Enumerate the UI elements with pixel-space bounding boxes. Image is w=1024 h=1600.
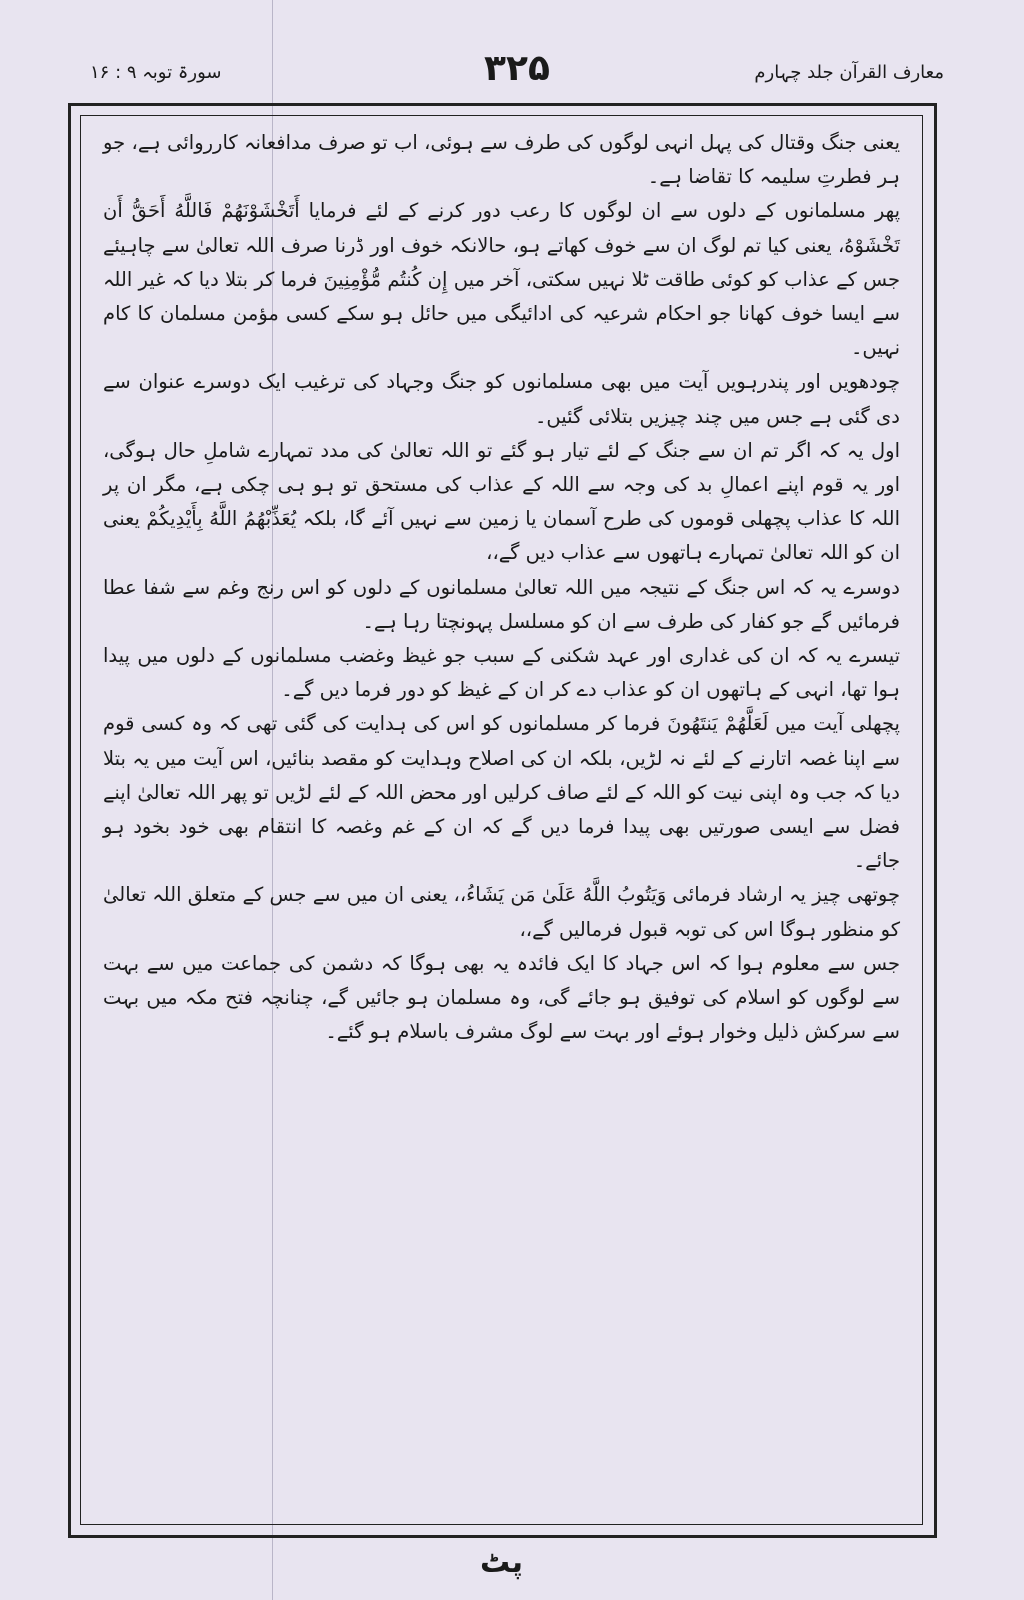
book-title: معارف القرآن جلد چہارم (754, 62, 944, 83)
footer-signature-mark: پٹ (480, 1545, 524, 1580)
paragraph-5: دوسرے یہ کہ اس جنگ کے نتیجہ میں اللہ تعالیٰ مسلمانوں کے دلوں کو اس رنج وغم سے شفا عطا فرمائیں گے جو کفار کی طرف سے ان کو مسلسل پہونچتا رہا ہے۔ (103, 575, 900, 633)
page-number: ۳۲۵ (484, 48, 550, 89)
page-header (90, 48, 944, 108)
paragraph-8: چوتھی چیز یہ ارشاد فرمائی وَيَتُوبُ اللَّهُ عَلَىٰ مَن يَشَاءُ،، یعنی ان میں سے جس کے متعلق اللہ تعالیٰ کو منظور ہوگا اس کی توبہ قبول فرمالیں گے،، (103, 883, 900, 941)
paragraph-3: چودھویں اور پندرہویں آیت میں بھی مسلمانوں کو جنگ وجہاد کی ترغیب ایک دوسرے عنوان سے دی گئی ہے جس میں چند چیزیں بتلائی گئیں۔ (103, 370, 900, 428)
paragraph-2: پھر مسلمانوں کے دلوں سے ان لوگوں کا رعب دور کرنے کے لئے فرمایا أَتَخْشَوْنَهُمْ فَاللَّهُ أَحَقُّ أَن تَخْشَوْهُ، یعنی کیا تم لوگ ان سے خوف کھاتے ہو، حالانکہ خوف اور ڈرنا صرف اللہ تعالیٰ سے چاہیئے جس کے عذاب کو کوئی طاقت ٹلا نہیں سکتی، آخر میں إِن كُنتُم مُّؤْمِنِينَ فرما کر بتلا دیا کہ غیر اللہ سے ایسا خوف کھانا جو احکام شرعیہ کی ادائیگی میں حائل ہو سکے کسی مؤمن مسلمان کا کام نہیں۔ (103, 199, 900, 360)
paragraph-9: جس سے معلوم ہوا کہ اس جہاد کا ایک فائدہ یہ بھی ہوگا کہ دشمن کی جماعت میں سے بہت سے لوگوں کو اسلام کی توفیق ہو جائے گی، وہ مسلمان ہو جائیں گے، چنانچہ فتح مکہ میں بہت سے سرکش ذلیل وخوار ہوئے اور بہت سے لوگ مشرف باسلام ہو گئے۔ (103, 951, 900, 1044)
surah-reference: سورۃ توبہ ۹ : ۱۶ (90, 62, 222, 83)
paragraph-1: یعنی جنگ وقتال کی پہل انہی لوگوں کی طرف سے ہوئی، اب تو صرف مدافعانہ کارروائی ہے، جو ہر فطرتِ سلیمہ کا تقاضا ہے۔ (103, 131, 900, 189)
paragraph-6: تیسرے یہ کہ ان کی غداری اور عہد شکنی کے سبب جو غیظ وغضب مسلمانوں کے دلوں میں پیدا ہوا تھا، انہی کے ہاتھوں ان کو عذاب دے کر ان کے غیظ کو دور فرما دیں گے۔ (103, 644, 900, 702)
text-body (80, 115, 923, 1525)
paragraph-7: پچھلی آیت میں لَعَلَّهُمْ يَنتَهُونَ فرما کر مسلمانوں کو اس کی ہدایت کی گئی تھی کہ وہ کسی قوم سے اپنا غصہ اتارنے کے لئے نہ لڑیں، بلکہ ان کی اصلاح وہدایت کو مقصد بنائیں، اس آیت میں یہ بتلا دیا کہ جب وہ اپنی نیت کو اللہ کے لئے صاف کرلیں اور محض اللہ کے لئے لڑیں تو پھر اللہ تعالیٰ اپنے فضل سے ایسی صورتیں بھی پیدا فرما دیں گے کہ ان کے غم وغصہ کا انتقام بھی خود بخود ہو جائے۔ (103, 712, 900, 873)
paragraph-4: اول یہ کہ اگر تم ان سے جنگ کے لئے تیار ہو گئے تو اللہ تعالیٰ کی مدد تمہارے شاملِ حال ہوگی، اور یہ قوم اپنے اعمالِ بد کی وجہ سے اللہ کے عذاب کی مستحق تو ہو ہی چکی ہے، مگر ان پر اللہ کا عذاب پچھلی قوموں کی طرح آسمان یا زمین سے نہیں آئے گا، بلکہ يُعَذِّبْهُمُ اللَّهُ بِأَيْدِيكُمْ یعنی ان کو اللہ تعالیٰ تمہارے ہاتھوں سے عذاب دیں گے،، (103, 438, 900, 565)
